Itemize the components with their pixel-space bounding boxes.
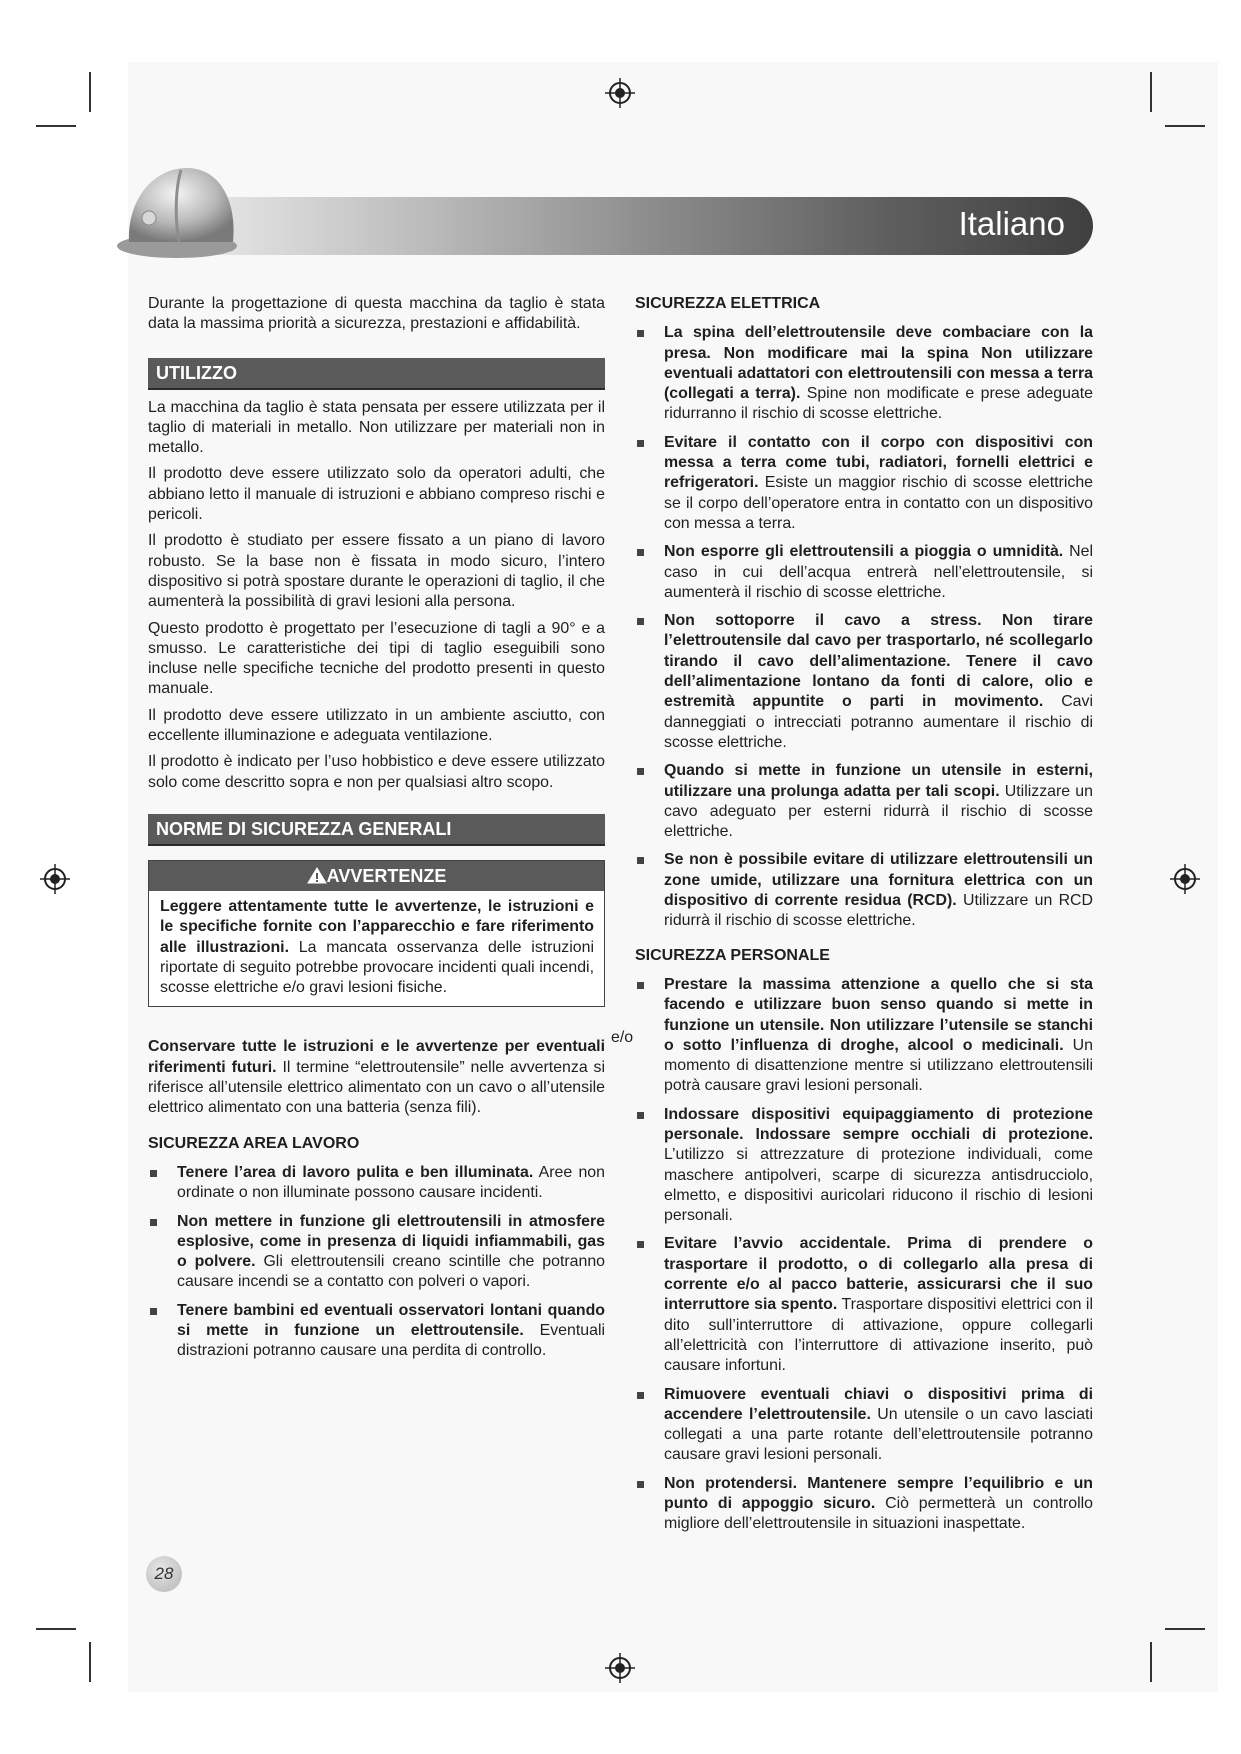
paragraph: La macchina da taglio è stata pensata per essere utilizzata per il taglio di materiali in metallo. Non utilizzare per materiali non in metallo. [148,398,605,457]
list-item [635,975,1093,1097]
registration-mark-icon [40,864,70,894]
item-bold-text: Tenere bambini ed eventuali osservatori lontani quando si mette in funzione un elettroutensile. [177,1301,605,1339]
subheading-personale: SICUREZZA PERSONALE [635,946,830,964]
bullet-square-icon [637,982,644,989]
list-item [148,1301,605,1362]
item-text: Nel caso in cui dell’acqua entrerà nell’elettroutensile, si aumenterà il rischio di scosse elettriche. [664,543,1093,601]
conservare-paragraph [148,1037,605,1118]
bullet-square-icon [637,618,644,625]
bullet-square-icon [637,549,644,556]
subheading-area-lavoro: SICUREZZA AREA LAVORO [148,1134,360,1152]
warning-bold-text: Leggere attentamente tutte le avvertenze, le istruzioni e le specifiche fornite con l’apparecchio e fare riferimento alle illustrazioni. [160,897,594,956]
crop-mark [1150,1642,1152,1682]
crop-mark [1165,1628,1205,1630]
bullet-square-icon [637,440,644,447]
item-text: Utilizzare un RCD ridurrà il rischio di scosse elettriche. [664,892,1093,930]
item-text: Spine non modificate e prese adeguate ridurranno il rischio di scosse elettriche. [664,385,1094,423]
elettrica-list [635,323,1093,931]
list-item [635,433,1093,534]
registration-mark-icon [605,78,635,108]
item-bold-text: Evitare il contatto con il corpo con dispositivi con messa a terra come tubi, radiatori, fornelli elettrici e refrigeratori. [664,433,1093,492]
warning-title: AVVERTENZE [326,865,447,886]
bullet-square-icon [637,857,644,864]
item-bold-text: Tenere l’area di lavoro pulita e ben illuminata. [177,1163,534,1181]
subheading-elettrica: SICUREZZA ELETTRICA [635,295,821,312]
item-bold-text: Se non è possibile evitare di utilizzare elettroutensili un zone umide, utilizzare una fornitura elettrica con un dispositivo di corrente residua (RCD). [664,851,1093,910]
crop-mark [36,125,76,127]
crop-mark [1150,72,1152,112]
area-lavoro-list [148,1163,605,1362]
warning-text: La mancata osservanza delle istruzioni riportate di seguito potrebbe provocare incidenti quali incendi, scosse elettriche e/o gravi lesioni fisiche. [160,938,594,997]
paragraph: Il prodotto è indicato per l’uso hobbistico e deve essere utilizzato solo come descritto sopra e non per qualsiasi altro scopo. [148,753,605,791]
bullet-square-icon [637,1112,644,1119]
list-item [635,761,1093,842]
paragraph: Il prodotto deve essere utilizzato solo da operatori adulti, che abbiano letto il manuale di istruzioni e abbiano compreso rischi e pericoli. [148,465,605,524]
item-text: Trasportare dispositivi elettrici con il dito sull’interruttore di attivazione, oppure collegarli all’elettricità con l’interruttore di attivazione inserito, può causare infortuni. [664,1296,1093,1375]
list-item [635,1474,1093,1535]
section-heading-utilizzo: UTILIZZO [148,358,605,390]
bullet-square-icon [150,1170,157,1177]
registration-mark-icon [605,1653,635,1683]
item-text: Un utensile o un cavo lasciati collegati a una parte rotante dell’elettroutensile potranno causare gravi lesioni personali. [664,1405,1093,1464]
bullet-square-icon [150,1308,157,1315]
bullet-square-icon [150,1219,157,1226]
header-banner [148,197,1093,255]
item-text: Gli elettroutensili creano scintille che potranno causare incendi se a contatto con polveri o vapori. [177,1253,605,1291]
section-heading-norme: NORME DI SICUREZZA GENERALI [148,814,605,846]
page-number: 28 [146,1556,182,1592]
list-item [635,1234,1093,1376]
item-bold-text: Rimuovere eventuali chiavi o dispositivi prima di accendere l’elettroutensile. [664,1385,1093,1423]
bullet-square-icon [637,768,644,775]
item-bold-text: Quando si mette in funzione un utensile in esterni, utilizzare una prolunga adatta per tali scopi. [664,762,1093,800]
item-bold-text: Non sottoporre il cavo a stress. Non tirare l’elettroutensile dal cavo per trasportarlo, né scollegarlo tirando il cavo dell’alimentazione. Tenere il cavo dell’alimentazione lontano da fonti di calore, olio e estremità appuntite o parti in movimento. [664,612,1093,711]
item-bold-text: Non esporre gli elettroutensili a pioggia o umnidità. [664,543,1064,561]
item-bold-text: Indossare dispositivi equipaggiamento di protezione personale. Indossare sempre occhiali di protezione. [664,1105,1093,1143]
warning-body [149,891,604,1006]
left-column [148,294,605,1370]
list-item [148,1163,605,1204]
item-text: Cavi danneggiati o intrecciati potranno aumentare il rischio di scosse elettriche. [664,693,1093,751]
item-text: L’utilizzo si attrezzature di protezione individuali, come maschere antipolveri, scarpe di sicurezza antisdrucciolo, elmetto, e dispositivi auricolari riducono il rischio di lesioni personali. [664,1146,1093,1225]
item-bold-text: Evitare l’avvio accidentale. Prima di prendere o trasportare il prodotto, o di collegarlo alla presa di corrente e/o al pacco batterie, assicurarsi che il suo interruttore sia spento. [664,1235,1093,1314]
crop-mark [89,72,91,112]
margin-note: e/o [611,1029,634,1046]
item-text: Aree non ordinate o non illuminate possono causare incidenti. [177,1163,605,1202]
list-item [635,542,1093,603]
paragraph: Il prodotto è studiato per essere fissato a un piano di lavoro robusto. Se la base non è fissata in modo sicuro, l’intero dispositivo si potrà spostare durante le operazioni di taglio, il che aumenterà la possibilità di gravi lesioni alla persona. [148,532,605,611]
item-text: Utilizzare un cavo adeguato per esterni ridurrà il rischio di scosse elettriche. [664,782,1093,841]
bullet-square-icon [637,330,644,337]
list-item [635,850,1093,931]
crop-mark [36,1628,76,1630]
warning-box [148,860,605,1007]
conservare-text: Il termine “elettroutensile” nelle avvertenza si riferisce all’utensile elettrico alimentato con un cavo o all’utensile elettrico alimentato con una batteria (senza fili). [148,1058,605,1117]
list-item [148,1212,605,1293]
paragraph: Questo prodotto è progettato per l’esecuzione di tagli a 90° e a smusso. Le caratteristiche dei tipi di taglio eseguibili sono incluse nelle specifiche tecniche del prodotto presenti in questo manuale. [148,619,605,698]
bullet-square-icon [637,1241,644,1248]
list-item [635,1385,1093,1466]
list-item [635,611,1093,753]
warning-header [149,861,604,891]
item-text: Esiste un maggior rischio di scosse elettriche se il corpo dell’operatore entra in contatto con un dispositivo con messa a terra. [664,474,1093,532]
personale-list [635,975,1093,1535]
bullet-square-icon [637,1392,644,1399]
conservare-bold-text: Conservare tutte le istruzioni e le avvertenze per eventuali riferimenti futuri. [148,1038,605,1076]
list-item [635,323,1093,424]
crop-mark [1165,125,1205,127]
crop-mark [89,1642,91,1682]
right-column [635,294,1093,1543]
item-bold-text: La spina dell’elettroutensile deve combaciare con la presa. Non modificare mai la spina Non utilizzare eventuali adattatori con elettroutensili con messa a terra (collegati a terra). [664,324,1093,403]
item-text: Un momento di disattenzione mentre si utilizzano elettroutensili potrà causare gravi lesioni personali. [664,1036,1093,1095]
registration-mark-icon [1170,864,1200,894]
item-bold-text: Non protendersi. Mantenere sempre l’equilibrio e un punto di appoggio sicuro. [664,1474,1093,1513]
safety-helmet-icon [115,160,245,265]
intro-paragraph: Durante la progettazione di questa macchina da taglio è stata data la massima priorità a sicurezza, prestazioni e affidabilità. [148,295,605,333]
item-bold-text: Prestare la massima attenzione a quello che si sta facendo e utilizzare buon senso quando si mette in funzione un utensile. Non utilizzare l’utensile se stanchi o sotto l’influenza di droghe, alcool o medicinali. [664,975,1093,1054]
item-text: Ciò permetterà un controllo migliore dell’elettroutensile in situazioni inaspettate. [664,1495,1093,1533]
warning-triangle-icon [307,867,327,884]
bullet-square-icon [637,1481,644,1488]
language-title: Italiano [958,205,1065,242]
list-item [635,1105,1093,1227]
item-bold-text: Non mettere in funzione gli elettroutensili in atmosfere esplosive, come in presenza di liquidi infiammabili, gas o polvere. [177,1212,605,1271]
paragraph: Il prodotto deve essere utilizzato in un ambiente asciutto, con eccellente illuminazione e adeguata ventilazione. [148,706,605,745]
item-text: Eventuali distrazioni potranno causare una perdita di controllo. [177,1321,606,1360]
